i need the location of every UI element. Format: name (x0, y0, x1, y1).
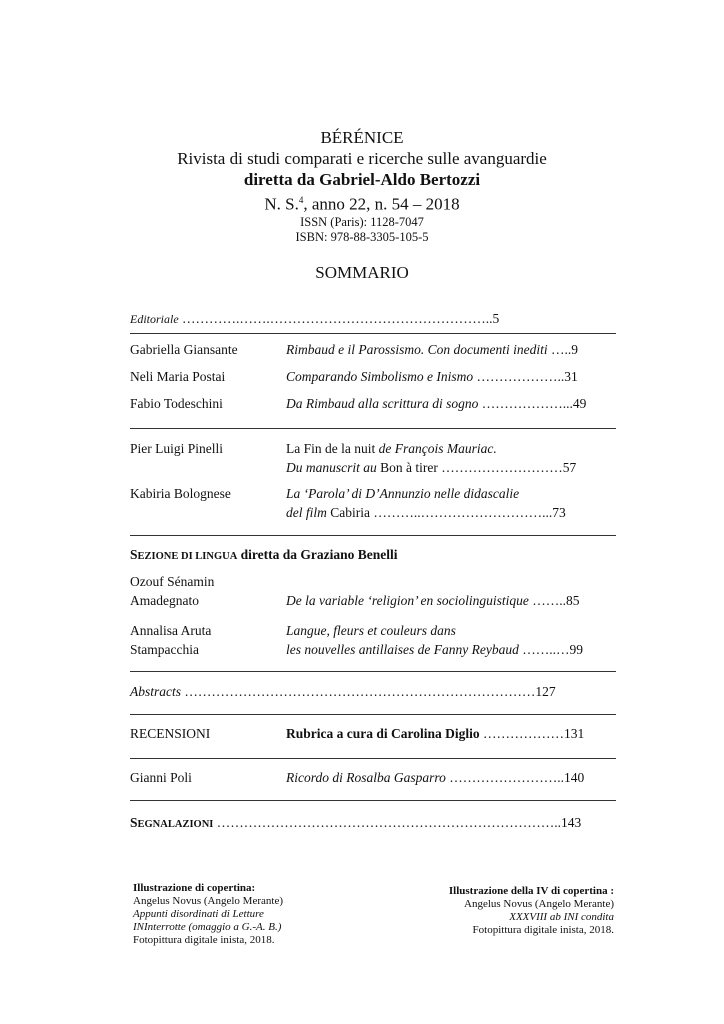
issn: ISSN (Paris): 1128-7047 (300, 214, 424, 229)
journal-header (0, 127, 724, 245)
issue-line: N. S.$^4$, anno 22, n. 54 – 2018 (264, 194, 460, 214)
journal-title: BÉRÉNICE (320, 128, 404, 147)
divider (130, 800, 616, 801)
toc-entry[interactable]: Ozouf Sénamin Amadegnato De la variable ‘religion’ en sociolinguistique ……..85 (130, 574, 580, 608)
toc-entry[interactable]: Kabiria Bolognese La ‘Parola’ di D’Annunzio nelle didascalie del film Cabiria ………..………………………...73 (130, 486, 566, 520)
journal-director: diretta da Gabriel-Aldo Bertozzi (243, 170, 481, 189)
cover-credit: Illustrazione di copertina: Angelus Novus (Angelo Merante) Appunti disordinati di Letture INInterrotte (omaggio a G.-A. B.) Fotopittura digitale inista, 2018. (133, 882, 283, 946)
divider (130, 714, 616, 715)
divider (130, 758, 616, 759)
isbn: ISBN: 978-88-3305-105-5 (295, 229, 429, 244)
divider (130, 535, 616, 536)
toc-entry[interactable]: Pier Luigi Pinelli La Fin de la nuit de François Mauriac. Du manuscrit au Bon à tirer ………………………57 (130, 441, 577, 475)
divider (130, 671, 616, 672)
divider (130, 333, 616, 334)
divider (130, 428, 616, 429)
journal-subtitle: Rivista di studi comparati e ricerche sulle avanguardie (177, 149, 547, 168)
back-cover-credit: Illustrazione della IV di copertina : Angelus Novus (Angelo Merante) XXXVIII ab INI condita Fotopittura digitale inista, 2018. (448, 885, 614, 936)
sommario-title: SOMMARIO (315, 263, 409, 282)
toc-entry[interactable]: Annalisa Aruta Stampacchia Langue, fleurs et couleurs dans les nouvelles antillaises de Fanny Reybaud ……..…99 (130, 623, 583, 657)
